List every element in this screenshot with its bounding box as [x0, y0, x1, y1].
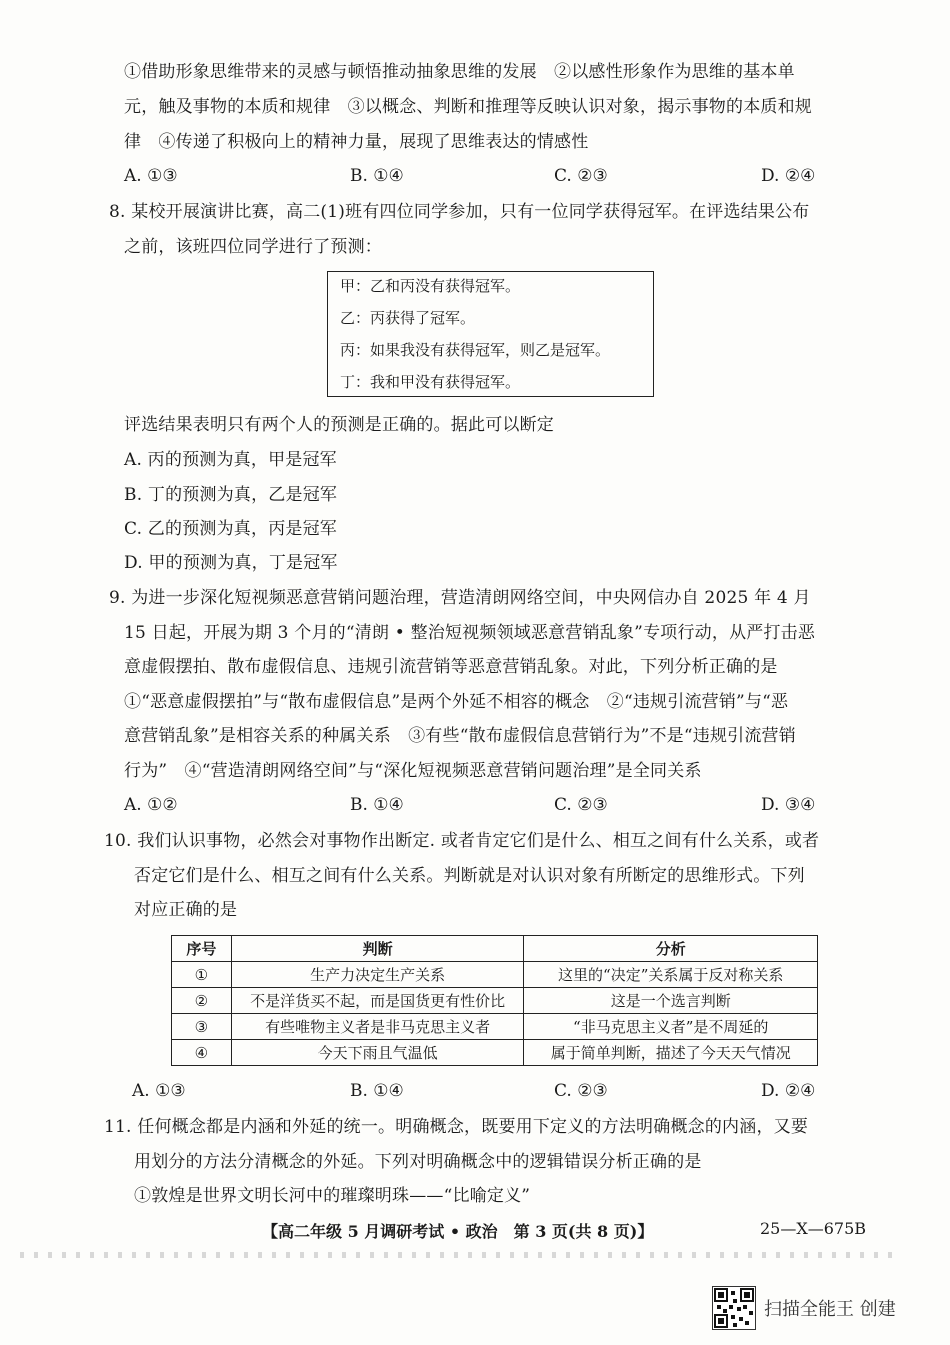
q8-option-a: A. 丙的预测为真，甲是冠军 — [124, 450, 337, 470]
scan-noise-divider — [20, 1252, 900, 1258]
q7-options — [124, 166, 824, 190]
q9-option-a: A. ①② — [124, 795, 178, 815]
q9-option-b: B. ①④ — [350, 795, 404, 815]
table-cell-judgment: 有些唯物主义者是非马克思主义者 — [231, 1014, 524, 1040]
q10-options — [124, 1081, 824, 1105]
q11-line-3: ①敦煌是世界文明长河中的璀璨明珠——“比喻定义” — [134, 1186, 531, 1206]
table-header-index: 序号 — [172, 936, 232, 962]
q11-line-1: 11. 任何概念都是内涵和外延的统一。明确概念，既要用下定义的方法明确概念的内涵，又要 — [104, 1117, 809, 1137]
q7-line-1: ①借助形象思维带来的灵感与顿悟推动抽象思维的发展 ②以感性形象作为思维的基本单 — [124, 62, 795, 82]
q7-line-2: 元，触及事物的本质和规律 ③以概念、判断和推理等反映认识对象，揭示事物的本质和规 — [124, 97, 812, 117]
q7-line-3: 律 ④传递了积极向上的精神力量，展现了思维表达的情感性 — [124, 132, 589, 152]
qr-code-icon — [712, 1286, 756, 1330]
q9-line-5: 意营销乱象”是相容关系的种属关系 ③有些“散布虚假信息营销行为”不是“违规引流营销 — [124, 726, 796, 746]
table-header-judgment: 判断 — [231, 936, 524, 962]
q8-stem-2: 之前，该班四位同学进行了预测： — [124, 237, 382, 257]
q8-stem-1: 8. 某校开展演讲比赛，高二(1)班有四位同学参加，只有一位同学获得冠军。在评选结果公布 — [109, 202, 810, 222]
q7-option-d: D. ②④ — [761, 166, 816, 186]
q8-prediction-jia: 甲：乙和丙没有获得冠军。 — [340, 277, 521, 295]
q9-line-2: 15 日起，开展为期 3 个月的“清朗 • 整治短视频领域恶意营销乱象”专项行动，从严打击恶 — [124, 623, 816, 643]
table-cell-analysis: 这里的“决定”关系属于反对称关系 — [524, 962, 818, 988]
table-cell-index: ④ — [172, 1040, 232, 1066]
table-cell-index: ① — [172, 962, 232, 988]
q8-prediction-yi: 乙：丙获得了冠军。 — [340, 309, 476, 327]
page-footer-code: 25—X—675B — [760, 1219, 867, 1238]
q9-line-4: ①“恶意虚假摆拍”与“散布虚假信息”是两个外延不相容的概念 ②“违规引流营销”与“恶 — [124, 692, 789, 712]
q7-option-b: B. ①④ — [350, 166, 404, 186]
q8-option-b: B. 丁的预测为真，乙是冠军 — [124, 485, 338, 505]
q9-line-6: 行为” ④“营造清朗网络空间”与“深化短视频恶意营销问题治理”是全同关系 — [124, 761, 702, 781]
q8-prediction-ding: 丁：我和甲没有获得冠军。 — [340, 373, 521, 391]
q10-option-c: C. ②③ — [554, 1081, 608, 1101]
q8-prediction-bing: 丙：如果我没有获得冠军，则乙是冠军。 — [340, 341, 611, 359]
table-cell-analysis: 这是一个选言判断 — [524, 988, 818, 1014]
q11-line-2: 用划分的方法分清概念的外延。下列对明确概念中的逻辑错误分析正确的是 — [134, 1152, 702, 1172]
q10-line-1: 10. 我们认识事物，必然会对事物作出断定. 或者肯定它们是什么、相互之间有什么关系，或者 — [104, 831, 820, 851]
table-row — [172, 1040, 818, 1066]
q10-option-d: D. ②④ — [761, 1081, 816, 1101]
q9-options — [124, 795, 824, 819]
q7-option-a: A. ①③ — [124, 166, 178, 186]
q10-line-2: 否定它们是什么、相互之间有什么关系。判断就是对认识对象有所断定的思维形式。下列 — [134, 866, 805, 886]
q8-after: 评选结果表明只有两个人的预测是正确的。据此可以断定 — [124, 415, 554, 435]
q8-prediction-box — [327, 271, 654, 397]
table-cell-index: ③ — [172, 1014, 232, 1040]
q9-option-d: D. ③④ — [761, 795, 816, 815]
q10-option-a: A. ①③ — [132, 1081, 186, 1101]
table-header-row — [172, 936, 818, 962]
table-cell-analysis: “非马克思主义者”是不周延的 — [524, 1014, 818, 1040]
q8-option-c: C. 乙的预测为真，丙是冠军 — [124, 519, 338, 539]
q10-judgment-table — [171, 935, 818, 1066]
q7-option-c: C. ②③ — [554, 166, 608, 186]
q9-line-3: 意虚假摆拍、散布虚假信息、违规引流营销等恶意营销乱象。对此，下列分析正确的是 — [124, 657, 778, 677]
table-header-analysis: 分析 — [524, 936, 818, 962]
table-cell-judgment: 今天下雨且气温低 — [231, 1040, 524, 1066]
scanner-watermark: 扫描全能王 创建 — [764, 1299, 896, 1320]
q8-option-d: D. 甲的预测为真，丁是冠军 — [124, 553, 338, 573]
q10-option-b: B. ①④ — [350, 1081, 404, 1101]
table-row — [172, 988, 818, 1014]
table-cell-analysis: 属于简单判断，描述了今天天气情况 — [524, 1040, 818, 1066]
table-row — [172, 1014, 818, 1040]
q9-line-1: 9. 为进一步深化短视频恶意营销问题治理，营造清朗网络空间，中央网信办自 2025 年 4 月 — [109, 588, 811, 608]
table-row — [172, 962, 818, 988]
q9-option-c: C. ②③ — [554, 795, 608, 815]
q10-line-3: 对应正确的是 — [134, 900, 238, 920]
table-cell-index: ② — [172, 988, 232, 1014]
page-footer-title: 【高二年级 5 月调研考试 • 政治 第 3 页(共 8 页)】 — [262, 1222, 654, 1241]
table-cell-judgment: 生产力决定生产关系 — [231, 962, 524, 988]
table-cell-judgment: 不是洋货买不起，而是国货更有性价比 — [231, 988, 524, 1014]
